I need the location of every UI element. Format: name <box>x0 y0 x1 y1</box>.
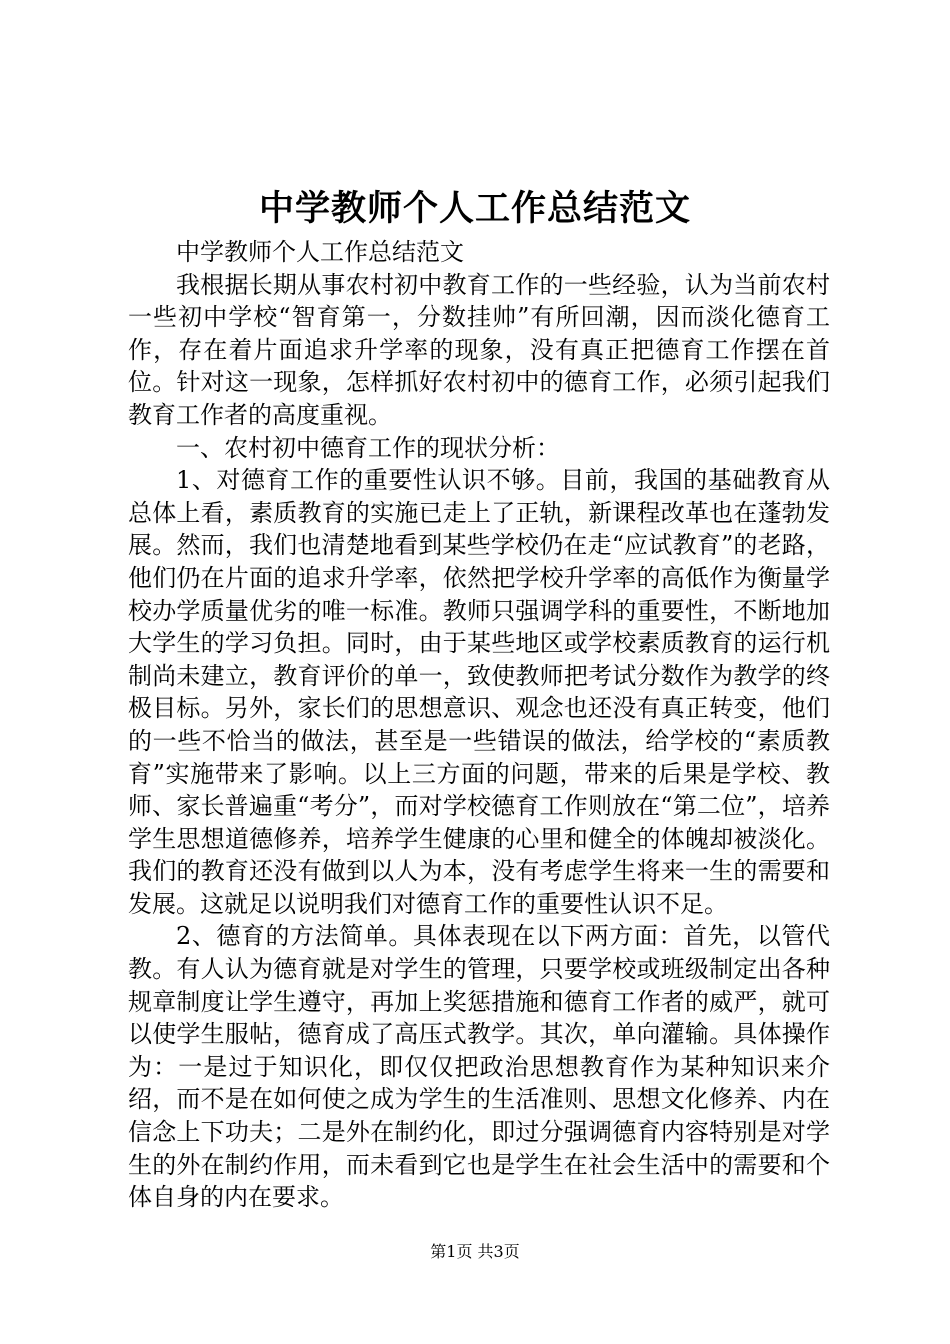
paragraph-point-2: 2、德育的方法简单。具体表现在以下两方面：首先，以管代教。有人认为德育就是对学生的管理，只要学校或班级制定出各种规章制度让学生遵守，再加上奖惩措施和德育工作者的威严，就可以使学生服帖，德育成了高压式教学。其次，单向灌输。具体操作为：一是过于知识化，即仅仅把政治思想教育作为某种知识来介绍，而不是在如何使之成为学生的生活准则、思想文化修养、内在信念上下功夫；二是外在制约化，即过分强调德育内容特别是对学生的外在制约作用，而未看到它也是学生在社会生活中的需要和个体自身的内在要求。 <box>128 922 830 1212</box>
page-number-footer: 第1页 共3页 <box>430 1242 520 1261</box>
paragraph-intro: 我根据长期从事农村初中教育工作的一些经验，认为当前农村一些初中学校“智育第一，分数挂帅”有所回潮，因而淡化德育工作，存在着片面追求升学率的现象，没有真正把德育工作摆在首位。针对这一现象，怎样抓好农村初中的德育工作，必须引起我们教育工作者的高度重视。 <box>128 270 830 429</box>
paragraph-section-heading: 一、农村初中德育工作的现状分析： <box>176 433 560 462</box>
paragraph-point-1: 1、对德育工作的重要性认识不够。目前，我国的基础教育从总体上看，素质教育的实施已走上了正轨，新课程改革也在蓬勃发展。然而，我们也清楚地看到某些学校仍在走“应试教育”的老路，他们仍在片面的追求升学率，依然把学校升学率的高低作为衡量学校办学质量优劣的唯一标准。教师只强调学科的重要性，不断地加大学生的学习负担。同时，由于某些地区或学校素质教育的运行机制尚未建立，教育评价的单一，致使教师把考试分数作为教学的终极目标。另外，家长们的思想意识、观念也还没有真正转变，他们的一些不恰当的做法，甚至是一些错误的做法，给学校的“素质教育”实施带来了影响。以上三方面的问题，带来的后果是学校、教师、家长普遍重“考分”，而对学校德育工作则放在“第二位”，培养学生思想道德修养，培养学生健康的心里和健全的体魄却被淡化。我们的教育还没有做到以人为本，没有考虑学生将来一生的需要和发展。这就足以说明我们对德育工作的重要性认识不足。 <box>128 466 830 918</box>
paragraph-subtitle: 中学教师个人工作总结范文 <box>176 238 464 266</box>
document-title: 中学教师个人工作总结范文 <box>258 188 691 229</box>
document-body <box>128 236 830 1214</box>
